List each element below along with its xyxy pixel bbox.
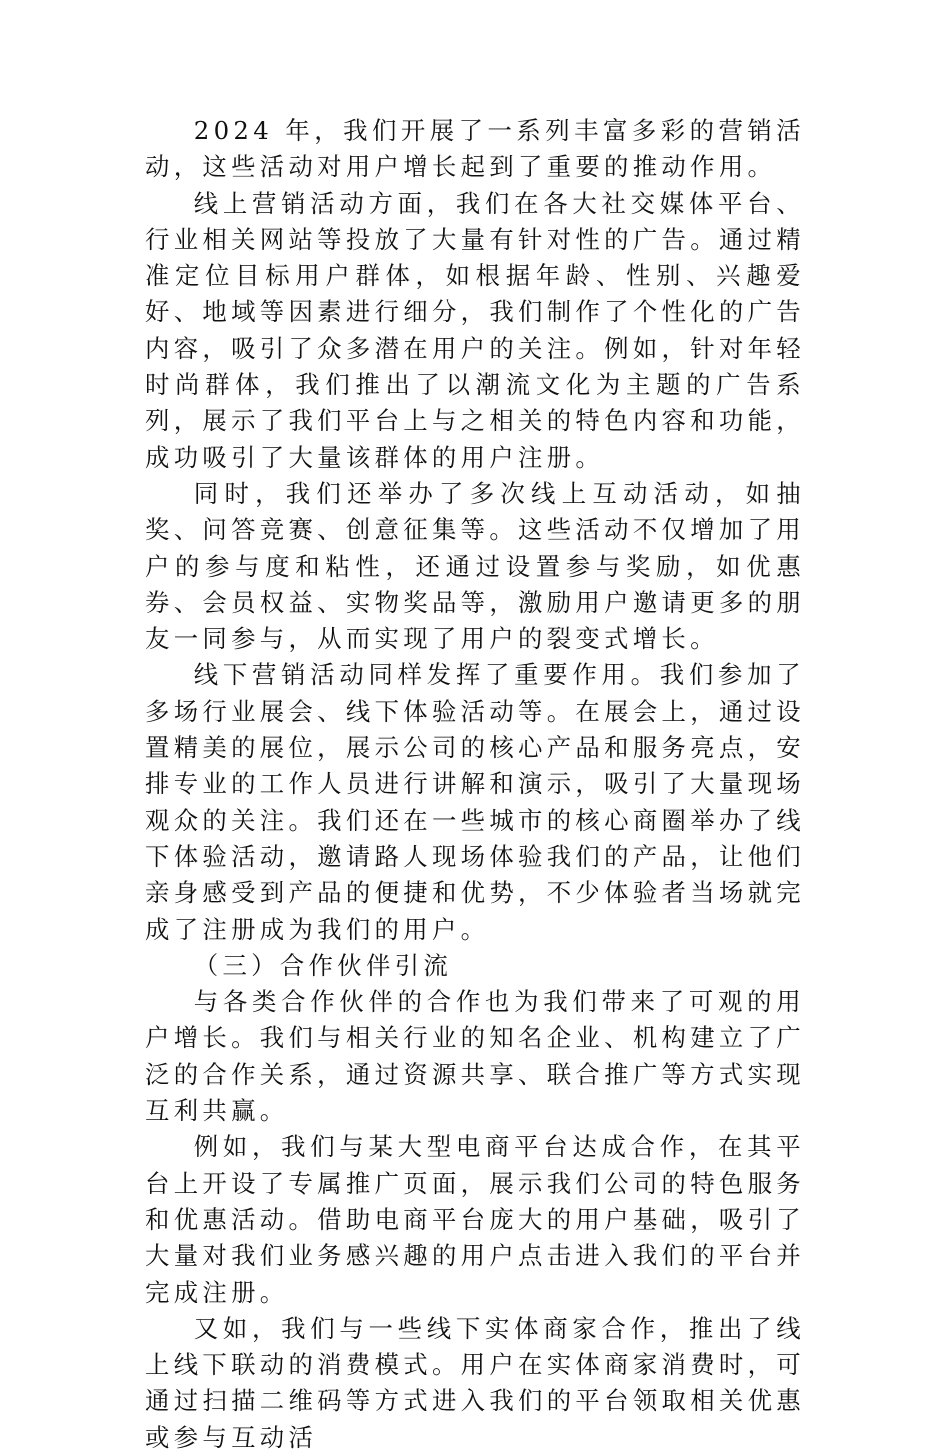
paragraph-partner-intro: 与各类合作伙伴的合作也为我们带来了可观的用户增长。我们与相关行业的知名企业、机构建立了广泛的合作关系，通过资源共享、联合推广等方式实现互利共赢。 (145, 987, 805, 1126)
section-heading-partner-traffic: （三）合作伙伴引流 (193, 950, 453, 980)
paragraph-marketing-intro: 2024 年，我们开展了一系列丰富多彩的营销活动，这些活动对用户增长起到了重要的推动作用。 (145, 116, 805, 182)
document-body (145, 113, 805, 1456)
paragraph-offline-marketing: 线下营销活动同样发挥了重要作用。我们参加了多场行业展会、线下体验活动等。在展会上，通过设置精美的展位，展示公司的核心产品和服务亮点，安排专业的工作人员进行讲解和演示，吸引了大量现场观众的关注。我们还在一些城市的核心商圈举办了线下体验活动，邀请路人现场体验我们的产品，让他们亲身感受到产品的便捷和优势，不少体验者当场就完成了注册成为我们的用户。 (145, 660, 805, 944)
paragraph-online-interactive: 同时，我们还举办了多次线上互动活动，如抽奖、问答竞赛、创意征集等。这些活动不仅增加了用户的参与度和粘性，还通过设置参与奖励，如优惠券、会员权益、实物奖品等，激励用户邀请更多的朋友一同参与，从而实现了用户的裂变式增长。 (145, 478, 805, 654)
paragraph-offline-merchant-example: 又如，我们与一些线下实体商家合作，推出了线上线下联动的消费模式。用户在实体商家消费时，可通过扫描二维码等方式进入我们的平台领取相关优惠或参与互动活 (145, 1313, 805, 1452)
paragraph-online-marketing: 线上营销活动方面，我们在各大社交媒体平台、行业相关网站等投放了大量有针对性的广告。通过精准定位目标用户群体，如根据年龄、性别、兴趣爱好、地域等因素进行细分，我们制作了个性化的广告内容，吸引了众多潜在用户的关注。例如，针对年轻时尚群体，我们推出了以潮流文化为主题的广告系列，展示了我们平台上与之相关的特色内容和功能，成功吸引了大量该群体的用户注册。 (145, 188, 805, 472)
paragraph-ecommerce-example: 例如，我们与某大型电商平台达成合作，在其平台上开设了专属推广页面，展示我们公司的特色服务和优惠活动。借助电商平台庞大的用户基础，吸引了大量对我们业务感兴趣的用户点击进入我们的平台并完成注册。 (145, 1132, 805, 1307)
